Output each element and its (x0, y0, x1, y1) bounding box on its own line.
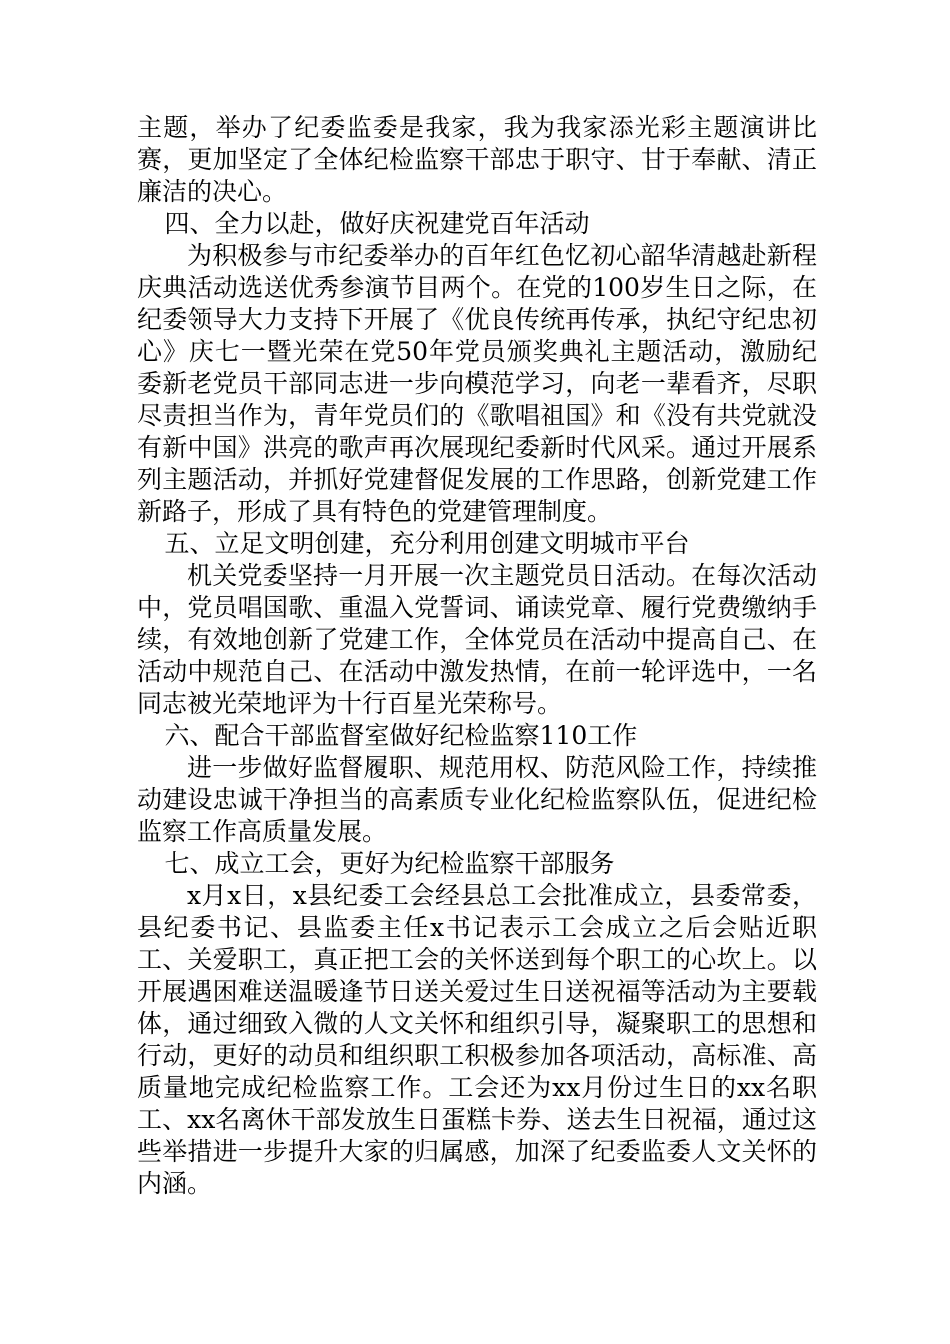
paragraph-supervision: 进一步做好监督履职、规范用权、防范风险工作，持续推动建设忠诚干净担当的高素质专业化纪检监察队伍，促进纪检监察工作高质量发展。 (137, 753, 817, 846)
paragraph-continuation: 主题，举办了纪委监委是我家，我为我家添光彩主题演讲比赛，更加坚定了全体纪检监察干部忠于职守、甘于奉献、清正廉洁的决心。 (137, 113, 817, 206)
paragraph-trade-union: x月x日，x县纪委工会经县总工会批准成立，县委常委，县纪委书记、县监委主任x书记表示工会成立之后会贴近职工、关爱职工，真正把工会的关怀送到每个职工的心坎上。以开展遇困难送温暖逢节日送关爱过生日送祝福等活动为主要载体，通过细致入微的人文关怀和组织引导，凝聚职工的思想和行动，更好的动员和组织职工积极参加各项活动，高标准、高质量地完成纪检监察工作。工会还为xx月份过生日的xx名职工、xx名离休干部发放生日蛋糕卡券、送去生日祝福，通过这些举措进一步提升大家的归属感，加深了纪委监委人文关怀的内涵。 (137, 881, 817, 1198)
section-heading-4: 四、全力以赴，做好庆祝建党百年活动 (164, 209, 590, 238)
section-heading-7: 七、成立工会，更好为纪检监察干部服务 (164, 849, 615, 878)
document-body (137, 112, 817, 1200)
section-heading-5: 五、立足文明创建，充分利用创建文明城市平台 (164, 529, 690, 558)
paragraph-party-centenary: 为积极参与市纪委举办的百年红色忆初心韶华清越赴新程庆典活动选送优秀参演节目两个。在党的100岁生日之际，在纪委领导大力支持下开展了《优良传统再传承，执纪守纪忠初心》庆七一暨光荣在党50年党员颁奖典礼主题活动，激励纪委新老党员干部同志进一步向模范学习，向老一辈看齐，尽职尽责担当作为，青年党员们的《歌唱祖国》和《没有共党就没有新中国》洪亮的歌声再次展现纪委新时代风采。通过开展系列主题活动，并抓好党建督促发展的工作思路，创新党建工作新路子，形成了具有特色的党建管理制度。 (137, 241, 817, 526)
section-heading-6: 六、配合干部监督室做好纪检监察110工作 (164, 721, 638, 750)
paragraph-civilization: 机关党委坚持一月开展一次主题党员日活动。在每次活动中，党员唱国歌、重温入党誓词、诵读党章、履行党费缴纳手续，有效地创新了党建工作，全体党员在活动中提高自己、在活动中规范自己、在活动中激发热情，在前一轮评选中，一名同志被光荣地评为十行百星光荣称号。 (137, 561, 817, 718)
